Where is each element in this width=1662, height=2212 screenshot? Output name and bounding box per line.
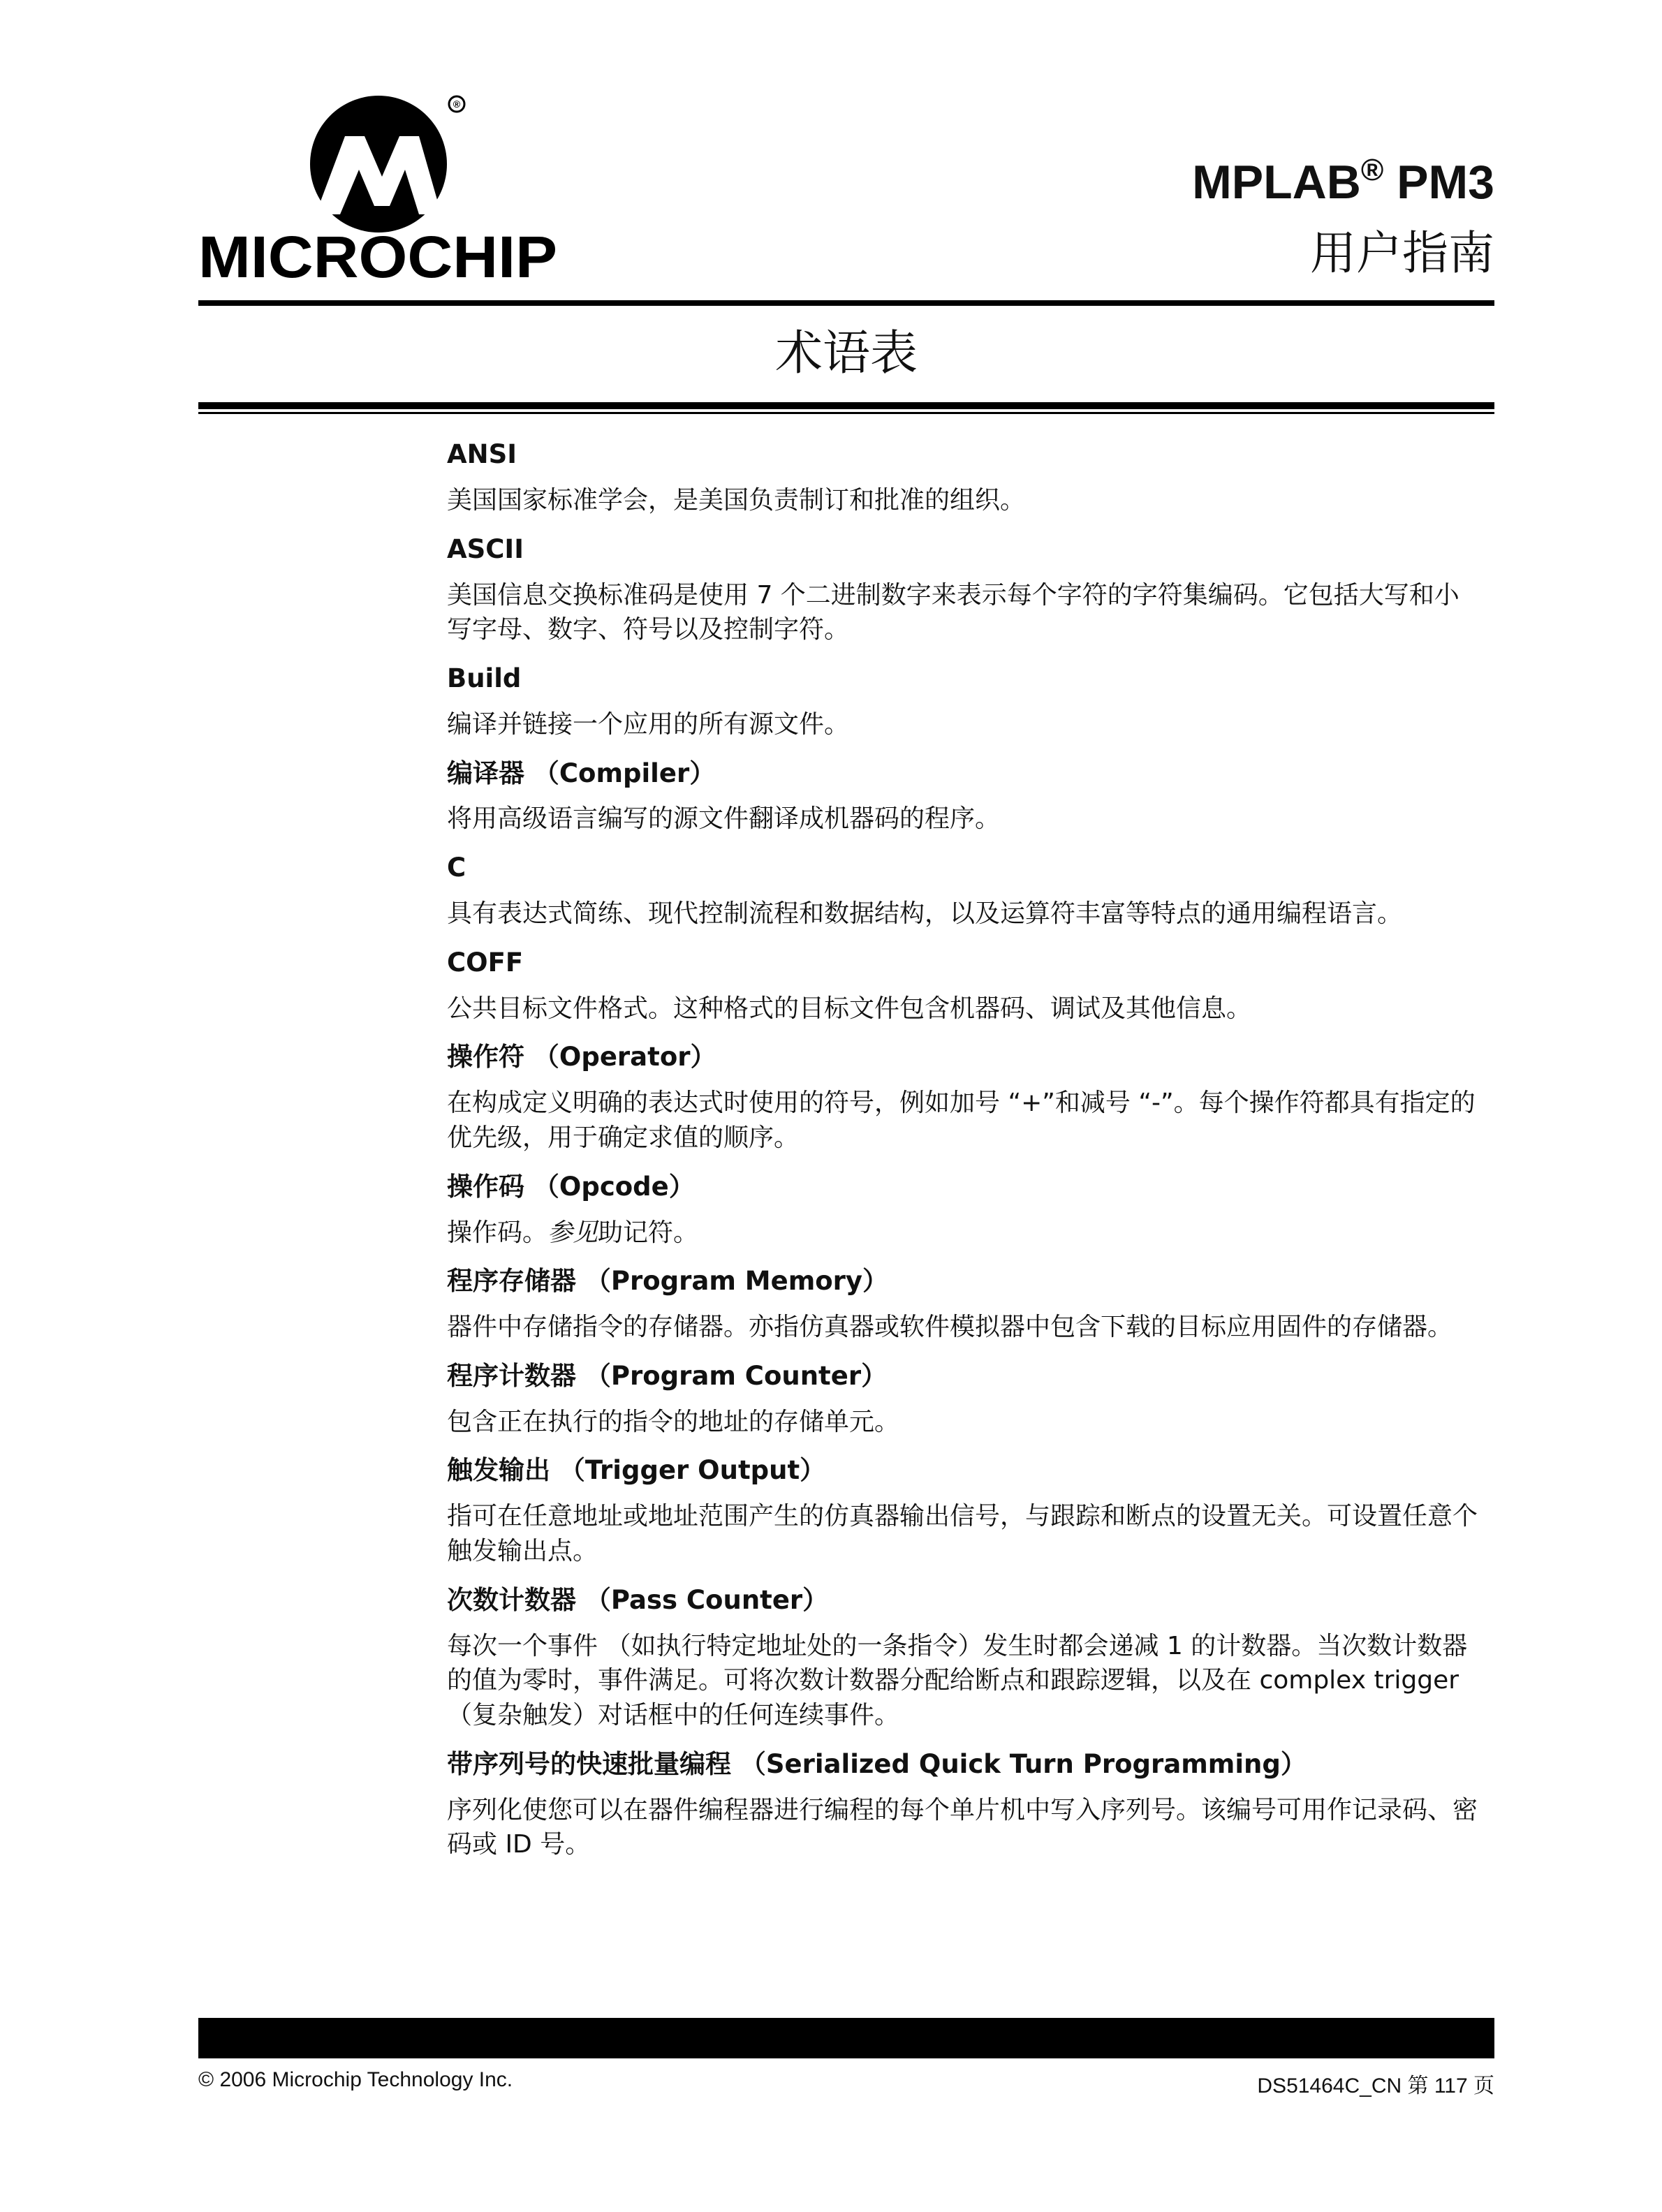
glossary-definition: 操作码。参见助记符。 — [447, 1218, 699, 1247]
glossary-definition: 在构成定义明确的表达式时使用的符号，例如加号 “+”和减号 “-”。每个操作符都具有指定的优先级，用于确定求值的顺序。 — [447, 1089, 1476, 1152]
section-rule-thin — [198, 412, 1494, 414]
glossary-definition: 具有表达式简练、现代控制流程和数据结构，以及运算符丰富等特点的通用编程语言。 — [447, 899, 1403, 929]
glossary-definition: 器件中存储指令的存储器。亦指仿真器或软件模拟器中包含下载的目标应用固件的存储器。 — [447, 1313, 1453, 1342]
glossary-definition: 序列化使您可以在器件编程器进行编程的每个单片机中写入序列号。该编号可用作记录码、密码或 ID 号。 — [447, 1795, 1478, 1859]
glossary-term: 触发输出 （Trigger Output） — [447, 1455, 826, 1486]
document-subtitle: 用户指南 — [1310, 226, 1494, 280]
glossary-definition: 指可在任意地址或地址范围产生的仿真器输出信号，与跟踪和断点的设置无关。可设置任意个触发输出点。 — [447, 1502, 1478, 1566]
glossary-term: 程序计数器 （Program Counter） — [447, 1360, 888, 1391]
glossary-term: 次数计数器 （Pass Counter） — [447, 1584, 829, 1615]
glossary-term: Build — [447, 663, 522, 693]
glossary-definition: 公共目标文件格式。这种格式的目标文件包含机器码、调试及其他信息。 — [447, 994, 1252, 1023]
glossary-term: C — [447, 853, 466, 883]
glossary-term: 程序存储器 （Program Memory） — [447, 1266, 889, 1297]
glossary-term: 操作码 （Opcode） — [447, 1171, 695, 1202]
glossary-definition: 将用高级语言编写的源文件翻译成机器码的程序。 — [447, 804, 1001, 834]
page-number: DS51464C_CN 第 117 页 — [1257, 2074, 1494, 2097]
svg-text:MICROCHIP: MICROCHIP — [198, 224, 557, 290]
glossary-term: 编译器 （Compiler） — [447, 758, 716, 788]
header-rule — [198, 300, 1494, 306]
glossary-term: COFF — [447, 947, 524, 978]
glossary-term: ASCII — [447, 533, 524, 564]
glossary-term: 带序列号的快速批量编程 （Serialized Quick Turn Programming） — [447, 1748, 1307, 1779]
glossary-definition: 美国国家标准学会，是美国负责制订和批准的组织。 — [447, 485, 1026, 515]
section-rule-thick — [198, 402, 1494, 409]
glossary-definition: 编译并链接一个应用的所有源文件。 — [447, 709, 850, 739]
footer-bar — [198, 2018, 1494, 2058]
glossary-term: 操作符 （Operator） — [447, 1042, 716, 1072]
glossary-definition: 每次一个事件 （如执行特定地址处的一条指令）发生时都会递减 1 的计数器。当次数计数器的值为零时，事件满足。可将次数计数器分配给断点和跟踪逻辑，以及在 complex trigger （复杂触发）对话框中的任何连续事件。 — [447, 1631, 1468, 1730]
svg-text:®: ® — [453, 98, 461, 110]
glossary-definition: 包含正在执行的指令的地址的存储单元。 — [447, 1407, 900, 1436]
cross-reference: 参见 — [547, 1218, 598, 1247]
copyright: © 2006 Microchip Technology Inc. — [198, 2068, 513, 2091]
document-title: MPLAB® PM3 — [1192, 153, 1494, 209]
microchip-logo — [197, 94, 560, 290]
glossary-list — [447, 433, 1480, 1872]
section-title: 术语表 — [774, 326, 918, 381]
glossary-definition: 美国信息交换标准码是使用 7 个二进制数字来表示每个字符的字符集编码。它包括大写和小写字母、数字、符号以及控制字符。 — [447, 580, 1459, 644]
glossary-term: ANSI — [447, 439, 517, 469]
